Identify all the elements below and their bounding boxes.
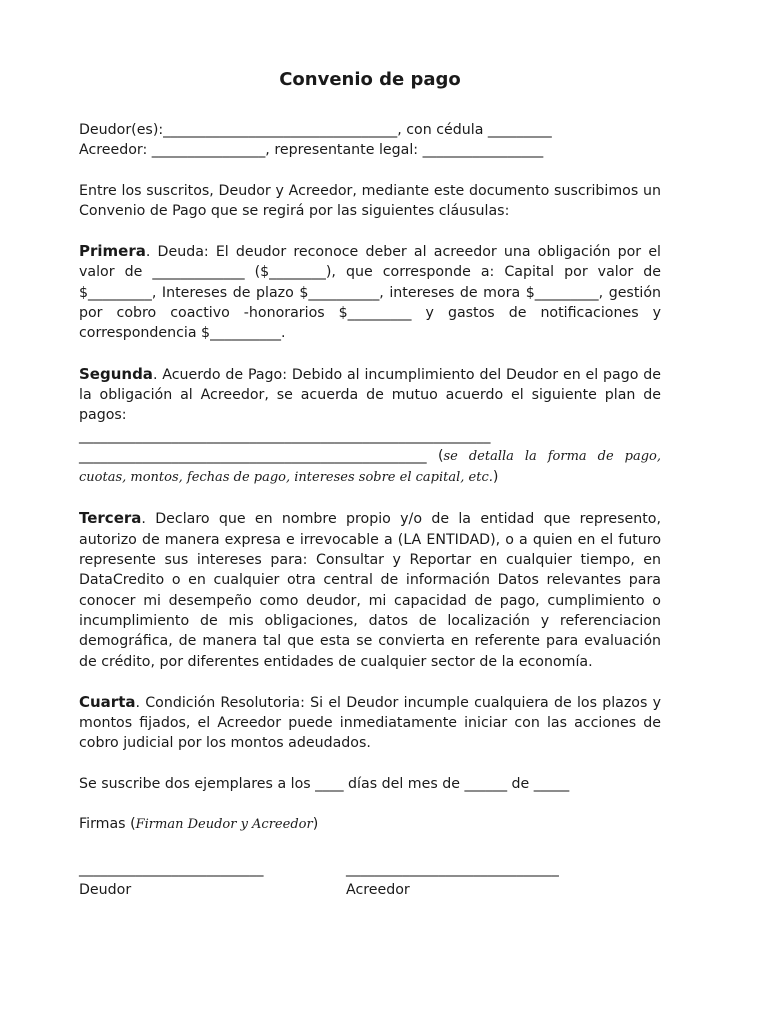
deudor-signature [79, 859, 263, 900]
clause-text: . Acuerdo de Pago: Debido al incumplimiento del Deudor en el pago de la obligación al Acreedor, se acuerda de mutuo acuerdo el siguiente plan de pagos: [79, 366, 661, 424]
closing-line: Se suscribe dos ejemplares a los ____ días del mes de ______ de _____ [79, 775, 570, 792]
payment-plan-note [79, 446, 661, 489]
intro-paragraph: Entre los suscritos, Deudor y Acreedor, mediante este documento suscribimos un Convenio de Pago que se regirá por las siguientes cláusulas: [79, 182, 661, 219]
document-title: Convenio de pago [279, 69, 461, 90]
clause-heading: Cuarta [79, 692, 136, 711]
acreedor-signature-line: ______________________________ [346, 861, 559, 878]
clause-text: . Condición Resolutoria: Si el Deudor incumple cualquiera de los plazos y montos fijados, el Acreedor puede inmediatamente iniciar con las acciones de cobro judicial por los montos adeudados. [79, 694, 661, 752]
clause-text: . Deuda: El deudor reconoce deber al acreedor una obligación por el valor de _____________ ($________), que corresponde a: Capital por valor de $_________, Intereses de plazo $__________, intereses de mora $_________, gestión por cobro coactivo -honorarios $_________ y gastos de notificaciones y correspondencia $__________. [79, 244, 661, 342]
deudor-signature-line: __________________________ [79, 861, 264, 878]
acreedor-signature-label: Acreedor [346, 881, 410, 898]
signatures-heading [79, 814, 661, 835]
signatures-note: Firman Deudor y Acreedor [135, 817, 313, 833]
clause-heading: Primera [79, 242, 146, 261]
clause-cuarta [79, 692, 661, 754]
clause-heading: Tercera [79, 509, 142, 528]
clause-primera [79, 241, 661, 343]
deudor-line: Deudor(es):_________________________________, con cédula _________ [79, 122, 552, 138]
signatures-prefix: Firmas ( [79, 816, 136, 833]
deudor-signature-label: Deudor [79, 881, 132, 898]
payment-plan-blank-line: __________________________________________________________ [79, 427, 491, 444]
acreedor-signature [346, 859, 559, 900]
payment-plan-close: ) [492, 469, 499, 486]
clause-text: . Declaro que en nombre propio y/o de la entidad que represento, autorizo de manera expresa e irrevocable a (LA ENTIDAD), o a quien en el futuro represente sus intereses para: Consultar y Reportar en cualquier tiempo, en DataCredito o en cualquier otra central de información Datos relevantes para conocer mi desempeño como deudor, mi capacidad de pago, cumplimiento o incumplimiento de mis obligaciones, datos de localización y referenciacion demográfica, de manera tal que esta se convierta en referente para evaluación de crédito, por diferentes entidades de cualquier sector de la economía. [79, 511, 661, 670]
payment-plan-instructions: se detalla la forma de pago, cuotas, montos, fechas de pago, intereses sobre el capital, etc. [79, 448, 661, 486]
clause-tercera [79, 508, 661, 671]
payment-plan-blank-line-short: _________________________________________________ ( [79, 447, 444, 464]
document-page [79, 68, 661, 921]
acreedor-line: Acreedor: ________________, representante legal: _________________ [79, 142, 544, 159]
signature-blocks [79, 859, 661, 921]
clause-segunda [79, 364, 661, 489]
signatures-suffix: ) [312, 816, 319, 833]
parties-header [79, 120, 661, 161]
clause-heading: Segunda [79, 364, 153, 383]
